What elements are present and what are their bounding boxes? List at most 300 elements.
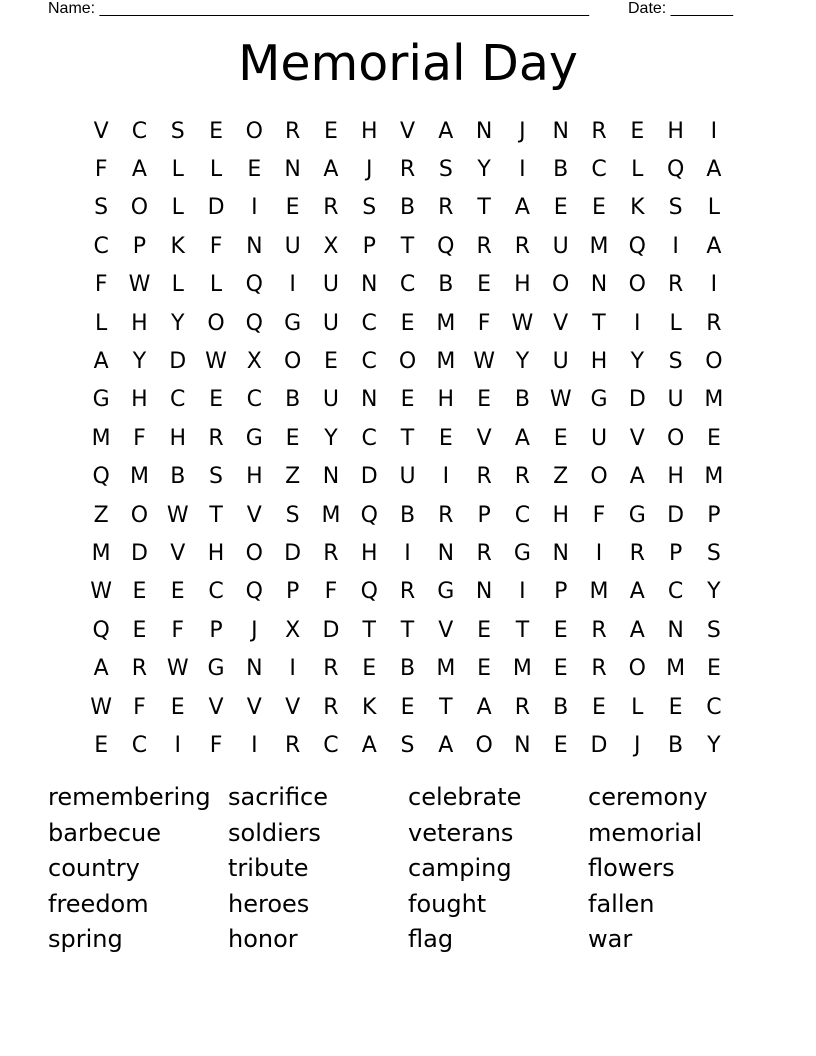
grid-letter: L bbox=[171, 157, 184, 183]
grid-letter: E bbox=[630, 118, 645, 144]
grid-letter: H bbox=[246, 464, 263, 490]
page-title: Memorial Day bbox=[238, 35, 578, 92]
grid-letter: Z bbox=[285, 464, 301, 490]
grid-letter: O bbox=[705, 349, 723, 375]
grid-letter: R bbox=[323, 540, 339, 566]
grid-letter: M bbox=[129, 464, 149, 490]
grid-letter: R bbox=[706, 310, 722, 336]
grid-letter: E bbox=[132, 617, 147, 643]
grid-letter: M bbox=[436, 310, 456, 336]
grid-letter: Q bbox=[245, 272, 263, 298]
grid-letter: F bbox=[133, 694, 146, 720]
grid-letter: A bbox=[93, 349, 109, 375]
grid-letter: A bbox=[131, 157, 147, 183]
grid-letter: E bbox=[209, 387, 223, 413]
grid-letter: I bbox=[442, 464, 450, 490]
grid-letter: T bbox=[362, 617, 376, 643]
grid-letter: E bbox=[706, 656, 721, 682]
grid-letter: U bbox=[322, 387, 339, 413]
grid-letter: Q bbox=[245, 579, 263, 605]
grid-letter: U bbox=[552, 233, 569, 259]
grid-letter: P bbox=[554, 579, 568, 605]
grid-letter: P bbox=[707, 502, 721, 528]
grid-letter: D bbox=[322, 617, 340, 643]
grid-letter: R bbox=[476, 540, 492, 566]
grid-letter: V bbox=[246, 502, 262, 528]
grid-letter: I bbox=[519, 157, 526, 183]
grid-letter: V bbox=[399, 118, 416, 144]
grid-letter: F bbox=[94, 272, 108, 298]
grid-letter: O bbox=[130, 502, 149, 528]
grid-letter: X bbox=[246, 349, 262, 375]
grid-letter: G bbox=[284, 310, 302, 336]
grid-letter: Q bbox=[92, 464, 110, 490]
grid-letter: R bbox=[208, 425, 224, 451]
grid-letter: M bbox=[704, 387, 724, 413]
grid-letter: R bbox=[284, 732, 301, 758]
grid-letter: U bbox=[322, 310, 339, 336]
word-list-item: celebrate bbox=[408, 783, 522, 811]
grid-letter: G bbox=[437, 579, 455, 605]
grid-letter: H bbox=[667, 118, 684, 144]
grid-letter: Q bbox=[666, 157, 685, 183]
grid-letter: E bbox=[209, 118, 223, 144]
grid-letter: T bbox=[439, 694, 453, 720]
grid-letter: E bbox=[400, 387, 415, 413]
grid-letter: H bbox=[667, 464, 684, 490]
grid-letter: F bbox=[209, 233, 223, 259]
grid-letter: C bbox=[667, 579, 684, 605]
grid-letter: U bbox=[590, 425, 608, 451]
word-list-item: remembering bbox=[48, 783, 211, 811]
grid-letter: I bbox=[634, 310, 641, 336]
grid-letter: W bbox=[205, 349, 227, 375]
grid-letter: P bbox=[668, 540, 683, 566]
word-list-item: war bbox=[588, 925, 633, 954]
grid-letter: N bbox=[667, 617, 684, 643]
grid-letter: V bbox=[93, 118, 109, 144]
grid-letter: E bbox=[362, 656, 377, 682]
grid-letter: N bbox=[246, 233, 263, 259]
grid-letter: O bbox=[628, 656, 646, 682]
grid-letter: O bbox=[245, 540, 263, 566]
grid-letter: C bbox=[170, 387, 186, 413]
grid-letter: Q bbox=[245, 310, 263, 336]
grid-letter: P bbox=[477, 502, 491, 528]
grid-letter: R bbox=[667, 272, 684, 298]
grid-letter: E bbox=[477, 272, 492, 298]
grid-letter: O bbox=[475, 732, 493, 758]
grid-letter: J bbox=[634, 732, 641, 758]
grid-letter: S bbox=[400, 732, 415, 758]
grid-letter: N bbox=[360, 272, 378, 298]
grid-letter: U bbox=[667, 387, 684, 413]
grid-letter: H bbox=[360, 540, 378, 566]
grid-letter: C bbox=[514, 502, 531, 528]
grid-letter: B bbox=[553, 694, 569, 720]
grid-letter: N bbox=[437, 540, 455, 566]
grid-letter: G bbox=[207, 656, 225, 682]
grid-letter: J bbox=[365, 157, 373, 183]
grid-letter: D bbox=[284, 540, 302, 566]
grid-letter: B bbox=[668, 732, 684, 758]
grid-letter: K bbox=[362, 694, 377, 720]
grid-letter: E bbox=[323, 349, 338, 375]
word-list-item: flag bbox=[408, 925, 454, 954]
grid-letter: O bbox=[666, 425, 685, 451]
grid-letter: M bbox=[436, 349, 456, 375]
grid-letter: Y bbox=[324, 425, 338, 451]
grid-letter: C bbox=[131, 118, 148, 144]
grid-letter: C bbox=[361, 349, 377, 375]
grid-letter: Q bbox=[437, 233, 455, 259]
grid-letter: N bbox=[514, 732, 531, 758]
grid-letter: S bbox=[94, 195, 109, 221]
grid-letter: R bbox=[323, 694, 339, 720]
grid-letter: L bbox=[669, 310, 682, 336]
grid-letter: Z bbox=[93, 502, 109, 528]
grid-letter: G bbox=[513, 540, 531, 566]
grid-letter: X bbox=[323, 233, 339, 259]
grid-letter: M bbox=[91, 540, 111, 566]
grid-letter: E bbox=[592, 694, 606, 720]
grid-letter: G bbox=[590, 387, 608, 413]
grid-letter: B bbox=[399, 502, 416, 528]
grid-letter: F bbox=[592, 502, 606, 528]
grid-letter: Q bbox=[360, 502, 378, 528]
grid-letter: V bbox=[285, 694, 301, 720]
grid-letter: N bbox=[475, 118, 493, 144]
grid-letter: D bbox=[130, 540, 148, 566]
grid-letter: F bbox=[133, 425, 146, 451]
grid-letter: C bbox=[93, 233, 109, 259]
grid-letter: E bbox=[170, 579, 185, 605]
grid-letter: E bbox=[592, 195, 606, 221]
grid-letter: U bbox=[284, 233, 301, 259]
grid-letter: V bbox=[208, 694, 224, 720]
grid-letter: A bbox=[438, 732, 454, 758]
grid-letter: A bbox=[476, 694, 492, 720]
grid-letter: H bbox=[552, 502, 569, 528]
grid-letter: Y bbox=[132, 349, 147, 375]
word-list-item: memorial bbox=[588, 818, 703, 847]
grid-letter: I bbox=[251, 195, 258, 221]
grid-letter: C bbox=[323, 732, 339, 758]
grid-letter: E bbox=[285, 195, 300, 221]
grid-letter: F bbox=[209, 732, 223, 758]
grid-letter: V bbox=[438, 617, 454, 643]
grid-letter: T bbox=[400, 425, 415, 451]
grid-letter: T bbox=[209, 502, 223, 528]
grid-letter: C bbox=[246, 387, 263, 413]
grid-letter: I bbox=[595, 540, 603, 566]
grid-letter: R bbox=[514, 464, 531, 490]
grid-letter: N bbox=[360, 387, 378, 413]
grid-letter: R bbox=[514, 694, 531, 720]
grid-letter: F bbox=[477, 310, 491, 336]
grid-letter: O bbox=[207, 310, 225, 336]
grid-letter: H bbox=[437, 387, 455, 413]
grid-letter: L bbox=[707, 195, 721, 221]
grid-letter: M bbox=[436, 656, 456, 682]
word-list-item: sacrifice bbox=[228, 783, 329, 811]
grid-letter: A bbox=[514, 425, 530, 451]
grid-letter: S bbox=[706, 617, 721, 643]
grid-letter: B bbox=[514, 387, 530, 413]
grid-letter: I bbox=[519, 579, 526, 605]
grid-letter: V bbox=[553, 310, 569, 336]
grid-letter: E bbox=[132, 579, 147, 605]
grid-letter: G bbox=[92, 387, 110, 413]
grid-letter: O bbox=[552, 272, 570, 298]
grid-letter: N bbox=[590, 272, 608, 298]
grid-letter: R bbox=[131, 656, 148, 682]
grid-letter: N bbox=[284, 157, 301, 183]
grid-letter: L bbox=[171, 272, 184, 298]
grid-letter: F bbox=[324, 579, 338, 605]
grid-letter: W bbox=[128, 272, 151, 298]
word-list-item: soldiers bbox=[228, 818, 321, 847]
grid-letter: H bbox=[514, 272, 531, 298]
grid-letter: W bbox=[511, 310, 534, 336]
grid-letter: R bbox=[591, 656, 607, 682]
grid-letter: X bbox=[285, 617, 301, 643]
grid-letter: C bbox=[591, 157, 607, 183]
grid-letter: Y bbox=[171, 310, 185, 336]
grid-letter: D bbox=[360, 464, 378, 490]
grid-letter: E bbox=[706, 425, 721, 451]
grid-letter: C bbox=[131, 732, 148, 758]
grid-letter: J bbox=[251, 617, 258, 643]
grid-letter: L bbox=[209, 157, 223, 183]
grid-letter: O bbox=[628, 272, 646, 298]
grid-letter: Q bbox=[628, 233, 646, 259]
grid-letter: R bbox=[323, 656, 339, 682]
word-list-item: veterans bbox=[408, 818, 514, 847]
grid-letter: M bbox=[91, 425, 111, 451]
grid-letter: I bbox=[710, 118, 718, 144]
grid-letter: T bbox=[515, 617, 530, 643]
grid-letter: W bbox=[166, 656, 189, 682]
grid-letter: P bbox=[132, 233, 147, 259]
grid-letter: N bbox=[552, 118, 569, 144]
grid-letter: I bbox=[289, 656, 296, 682]
word-list-item: spring bbox=[48, 925, 123, 954]
grid-letter: V bbox=[629, 425, 645, 451]
grid-letter: A bbox=[93, 656, 109, 682]
grid-letter: C bbox=[399, 272, 416, 298]
grid-letter: E bbox=[438, 425, 453, 451]
grid-letter: I bbox=[289, 272, 296, 298]
grid-letter: C bbox=[361, 310, 377, 336]
grid-letter: M bbox=[666, 656, 686, 682]
grid-letter: G bbox=[628, 502, 646, 528]
grid-letter: H bbox=[169, 425, 187, 451]
grid-letter: D bbox=[169, 349, 187, 375]
grid-letter: U bbox=[399, 464, 416, 490]
grid-letter: Y bbox=[707, 579, 721, 605]
grid-letter: D bbox=[207, 195, 225, 221]
grid-letter: E bbox=[553, 425, 568, 451]
grid-letter: A bbox=[629, 579, 645, 605]
grid-letter: E bbox=[668, 694, 683, 720]
grid-letter: U bbox=[552, 349, 569, 375]
word-list-item: tribute bbox=[228, 854, 309, 883]
grid-letter: R bbox=[399, 157, 416, 183]
grid-letter: L bbox=[171, 195, 184, 221]
grid-letter: S bbox=[706, 540, 721, 566]
grid-letter: R bbox=[438, 195, 454, 221]
grid-letter: O bbox=[398, 349, 417, 375]
grid-letter: M bbox=[512, 656, 532, 682]
grid-letter: B bbox=[170, 464, 186, 490]
word-list-item: flowers bbox=[588, 854, 675, 883]
grid-letter: Y bbox=[477, 157, 491, 183]
grid-letter: I bbox=[251, 732, 258, 758]
grid-letter: T bbox=[477, 195, 491, 221]
grid-letter: I bbox=[404, 540, 411, 566]
grid-letter: E bbox=[400, 694, 415, 720]
grid-letter: D bbox=[590, 732, 608, 758]
grid-letter: W bbox=[90, 694, 113, 720]
grid-letter: I bbox=[710, 272, 718, 298]
grid-letter: E bbox=[94, 732, 109, 758]
grid-letter: E bbox=[285, 425, 300, 451]
grid-letter: O bbox=[283, 349, 302, 375]
grid-letter: S bbox=[668, 349, 683, 375]
grid-letter: F bbox=[94, 157, 108, 183]
grid-letter: S bbox=[668, 195, 683, 221]
grid-letter: M bbox=[704, 464, 724, 490]
grid-letter: A bbox=[514, 195, 530, 221]
grid-letter: W bbox=[549, 387, 572, 413]
word-list-item: fought bbox=[408, 889, 487, 918]
grid-letter: S bbox=[362, 195, 377, 221]
worksheet-header bbox=[48, 0, 768, 20]
grid-letter: A bbox=[629, 464, 645, 490]
grid-letter: S bbox=[438, 157, 453, 183]
grid-letter: R bbox=[591, 118, 607, 144]
grid-letter: B bbox=[399, 656, 416, 682]
grid-letter: L bbox=[209, 272, 223, 298]
grid-letter: B bbox=[438, 272, 454, 298]
name-field-label: Name: _______________________________________________________ bbox=[48, 0, 589, 17]
grid-letter: O bbox=[590, 464, 608, 490]
grid-letter: R bbox=[284, 118, 301, 144]
grid-letter: K bbox=[630, 195, 645, 221]
grid-letter: P bbox=[209, 617, 223, 643]
grid-letter: E bbox=[170, 694, 185, 720]
grid-letter: Y bbox=[630, 349, 645, 375]
grid-letter: F bbox=[171, 617, 185, 643]
grid-letter: R bbox=[476, 464, 492, 490]
word-list-item: ceremony bbox=[588, 783, 708, 811]
grid-letter: A bbox=[438, 118, 454, 144]
grid-letter: E bbox=[477, 656, 492, 682]
grid-letter: S bbox=[285, 502, 300, 528]
grid-letter: P bbox=[285, 579, 300, 605]
word-list bbox=[48, 780, 768, 958]
grid-letter: A bbox=[323, 157, 339, 183]
grid-letter: W bbox=[166, 502, 189, 528]
grid-letter: E bbox=[553, 656, 568, 682]
grid-letter: G bbox=[245, 425, 263, 451]
grid-letter: N bbox=[475, 579, 493, 605]
grid-letter: O bbox=[130, 195, 149, 221]
grid-letter: M bbox=[589, 579, 609, 605]
grid-letter: E bbox=[553, 617, 568, 643]
word-list-item: country bbox=[48, 854, 140, 883]
grid-letter: H bbox=[131, 387, 148, 413]
date-field-label: Date: _______ bbox=[628, 0, 733, 17]
grid-letter: A bbox=[629, 617, 645, 643]
word-list-item: camping bbox=[408, 854, 512, 883]
grid-letter: A bbox=[706, 233, 722, 259]
word-list-item: honor bbox=[228, 925, 298, 954]
grid-letter: S bbox=[170, 118, 185, 144]
grid-letter: O bbox=[245, 118, 263, 144]
word-list-item: freedom bbox=[48, 889, 149, 918]
grid-letter: R bbox=[323, 195, 339, 221]
grid-letter: R bbox=[476, 233, 492, 259]
grid-letter: Z bbox=[553, 464, 569, 490]
grid-letter: I bbox=[672, 233, 679, 259]
grid-letter: U bbox=[322, 272, 339, 298]
grid-letter: N bbox=[552, 540, 569, 566]
grid-letter: E bbox=[477, 617, 492, 643]
grid-letter: I bbox=[174, 732, 181, 758]
grid-letter: M bbox=[321, 502, 341, 528]
grid-letter: E bbox=[400, 310, 415, 336]
grid-letter: C bbox=[208, 579, 224, 605]
grid-letter: T bbox=[592, 310, 606, 336]
grid-letter: A bbox=[706, 157, 722, 183]
grid-letter: D bbox=[628, 387, 646, 413]
grid-letter: E bbox=[553, 195, 568, 221]
grid-letter: Q bbox=[360, 579, 378, 605]
grid-letter: S bbox=[209, 464, 224, 490]
grid-letter: Q bbox=[92, 617, 110, 643]
grid-letter: R bbox=[438, 502, 454, 528]
grid-letter: H bbox=[131, 310, 148, 336]
grid-letter: H bbox=[590, 349, 608, 375]
grid-letter: K bbox=[170, 233, 185, 259]
grid-letter: L bbox=[95, 310, 108, 336]
grid-letter: B bbox=[285, 387, 301, 413]
grid-letter: C bbox=[706, 694, 722, 720]
grid-letter: R bbox=[591, 617, 607, 643]
grid-letter: D bbox=[667, 502, 685, 528]
grid-letter: R bbox=[629, 540, 645, 566]
grid-letter: T bbox=[400, 617, 415, 643]
grid-letter: H bbox=[360, 118, 378, 144]
grid-letter: T bbox=[400, 233, 415, 259]
grid-letter: J bbox=[519, 118, 526, 144]
grid-letter: B bbox=[399, 195, 416, 221]
word-list-item: fallen bbox=[588, 889, 655, 918]
grid-letter: L bbox=[631, 157, 644, 183]
grid-letter: E bbox=[247, 157, 262, 183]
grid-letter: W bbox=[473, 349, 495, 375]
grid-letter: V bbox=[476, 425, 492, 451]
grid-letter: H bbox=[207, 540, 225, 566]
word-list-item: barbecue bbox=[48, 818, 161, 847]
grid-letter: E bbox=[323, 118, 338, 144]
grid-letter: E bbox=[553, 732, 568, 758]
grid-letter: B bbox=[553, 157, 569, 183]
grid-letter: P bbox=[362, 233, 376, 259]
grid-letter: V bbox=[170, 540, 186, 566]
